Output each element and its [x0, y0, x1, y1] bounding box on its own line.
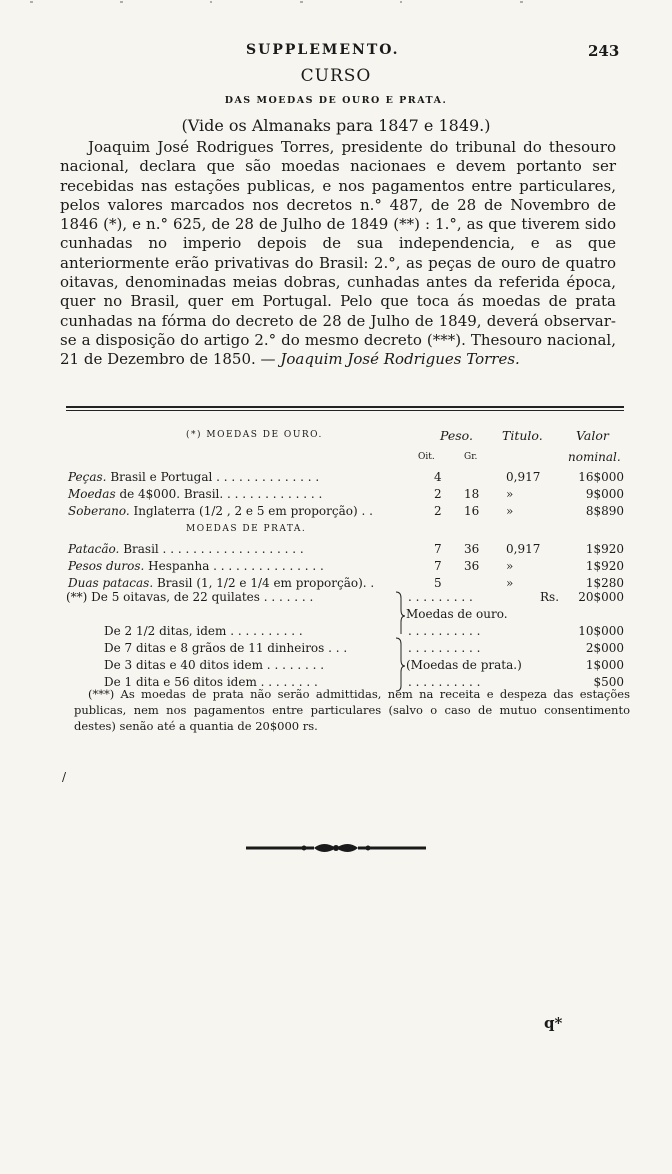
footnote-row [66, 590, 626, 606]
footnote-valor: 10$000 [578, 624, 624, 638]
row-valor: 9$000 [585, 487, 624, 501]
row-label: Duas patacas. [68, 576, 154, 590]
row-valor: 1$280 [585, 576, 624, 590]
column-header-peso: Peso. [440, 428, 473, 443]
footnote-valor: 20$000 [578, 590, 624, 604]
footnote-dots: . . . . . . . . . [408, 590, 473, 604]
row-name [68, 487, 322, 501]
column-header-titulo: Titulo. [502, 428, 543, 443]
running-head: SUPPLEMENTO. [246, 42, 400, 58]
row-desc: Brasil e Portugal . . . . . . . . . . . . . . [110, 470, 320, 484]
footnote-currency: Rs. [540, 590, 560, 604]
row-graos: 36 [464, 559, 480, 573]
page-number: 243 [588, 42, 620, 60]
footnote-row [66, 658, 626, 674]
row-graos: 16 [464, 504, 480, 518]
row-oitavas: 7 [434, 542, 442, 556]
footnote-valor: 1$000 [585, 658, 624, 672]
row-desc: Brasil . . . . . . . . . . . . . . . . . . . [123, 542, 304, 556]
row-valor: 16$000 [578, 470, 624, 484]
footnote-row [66, 624, 626, 640]
footnote-dots: . . . . . . . . . . [408, 641, 481, 655]
row-oitavas: 4 [434, 470, 442, 484]
row-valor: 8$890 [585, 504, 624, 518]
divider-thick [66, 406, 624, 408]
row-oitavas: 2 [434, 487, 442, 501]
row-graos: 36 [464, 542, 480, 556]
bracket-label-silver: (Moedas de prata.) [406, 658, 522, 672]
row-graos: 18 [464, 487, 480, 501]
table-row [66, 487, 626, 503]
row-valor: 1$920 [585, 542, 624, 556]
table-row [66, 559, 626, 575]
row-label: Soberano. [68, 504, 130, 518]
section-subtitle: DAS MOEDAS DE OURO E PRATA. [224, 95, 448, 106]
row-titulo: 0,917 [506, 542, 541, 556]
footnote-label: De 1 dita e 56 ditos idem . . . . . . . . [104, 675, 318, 689]
row-desc: Brasil (1, 1/2 e 1/4 em proporção). . [156, 576, 375, 590]
row-label: Moedas [68, 487, 116, 501]
row-name [68, 470, 319, 484]
subheader-oitavas: Oit. [418, 452, 435, 462]
row-oitavas: 2 [434, 504, 442, 518]
reference-note: (Vide os Almanaks para 1847 e 1849.) [181, 116, 491, 135]
footnote-triple-star [74, 686, 630, 734]
row-label: Patacão. [68, 542, 120, 556]
row-name [68, 559, 324, 573]
row-titulo: » [506, 576, 514, 590]
body-paragraph [60, 138, 616, 370]
row-titulo: » [506, 559, 514, 573]
divider-thin [66, 410, 624, 411]
row-label: Peças. [68, 470, 107, 484]
stray-mark: / [62, 770, 67, 784]
row-name [68, 542, 304, 556]
row-titulo: 0,917 [506, 470, 541, 484]
top-edge-marks [0, 0, 672, 6]
silver-coins-header: MOEDAS DE PRATA. [186, 524, 307, 534]
table-row [66, 542, 626, 558]
row-oitavas: 5 [434, 576, 442, 590]
footnote-dots: . . . . . . . . . . [408, 675, 481, 689]
table-row [66, 470, 626, 486]
footnote-valor: $500 [593, 675, 624, 689]
footnote-label: De 3 ditas e 40 ditos idem . . . . . . . . [104, 658, 325, 672]
row-valor: 1$920 [585, 559, 624, 573]
footnote-label: De 7 ditas e 8 grãos de 11 dinheiros . . . [104, 641, 348, 655]
bracket-label-gold: Moedas de ouro. [406, 607, 508, 621]
body-signature: Joaquim José Rodrigues Torres. [280, 350, 520, 369]
table-row [66, 504, 626, 520]
ornament-rule-icon [244, 838, 428, 858]
footnote-triple-text: (***) As moedas de prata não serão admittidas, nem na receita e despeza das estações publicas, nem nos pagamentos entre particulares (salvo o caso de mutuo consentimento destes) senão até a quantia de 20$000 rs. [74, 687, 630, 733]
footnote-label: (**) De 5 oitavas, de 22 quilates . . . . . . . [66, 590, 314, 604]
signature-mark: q* [544, 1014, 563, 1032]
row-desc: de 4$000. Brasil. . . . . . . . . . . . . . [119, 487, 323, 501]
row-titulo: » [506, 504, 514, 518]
footnote-label: De 2 1/2 ditas, idem . . . . . . . . . . [104, 624, 303, 638]
subheader-graos: Gr. [464, 452, 478, 462]
row-name [68, 504, 373, 518]
brace-icon [392, 590, 406, 692]
body-text: Joaquim José Rodrigues Torres, presidente do tribunal do thesouro nacional, declara que são moedas nacionaes e devem portanto ser recebidas nas estações publicas, e nos pagamentos entre particulares, pelos valores marcados nos decretos n.° 487, de 28 de Novembro de 1846 (*), e n.° 625, de 28 de Julho de 1849 (**) : 1.°, as que tiverem sido cunhadas no imperio depois de sua independencia, e as que anteriormente erão privativas do Brasil: 2.°, as peças de ouro de quatro oitavas, denominadas meias dobras, cunhadas antes da referida época, quer no Brasil, quer em Portugal. Pelo que toca ás moedas de prata cunhadas na fórma do decreto de 28 de Julho de 1849, deverá observar-se a disposição do artigo 2.° do mesmo decreto (***). Thesouro nacional, 21 de Dezembro de 1850. — [60, 138, 616, 369]
column-header-nominal: nominal. [568, 450, 621, 464]
row-label: Pesos duros. [68, 559, 145, 573]
column-header-valor: Valor [576, 428, 609, 443]
footnote-row [66, 641, 626, 657]
row-titulo: » [506, 487, 514, 501]
row-desc: Hespanha . . . . . . . . . . . . . . . [148, 559, 324, 573]
page-header [0, 42, 672, 66]
row-desc: Inglaterra (1/2 , 2 e 5 em proporção) . . [133, 504, 373, 518]
row-name [68, 576, 374, 590]
gold-coins-header: (*) MOEDAS DE OURO. [186, 430, 323, 440]
section-title: CURSO [300, 66, 372, 86]
footnote-valor: 2$000 [585, 641, 624, 655]
footnote-dots: . . . . . . . . . . [408, 624, 481, 638]
row-oitavas: 7 [434, 559, 442, 573]
